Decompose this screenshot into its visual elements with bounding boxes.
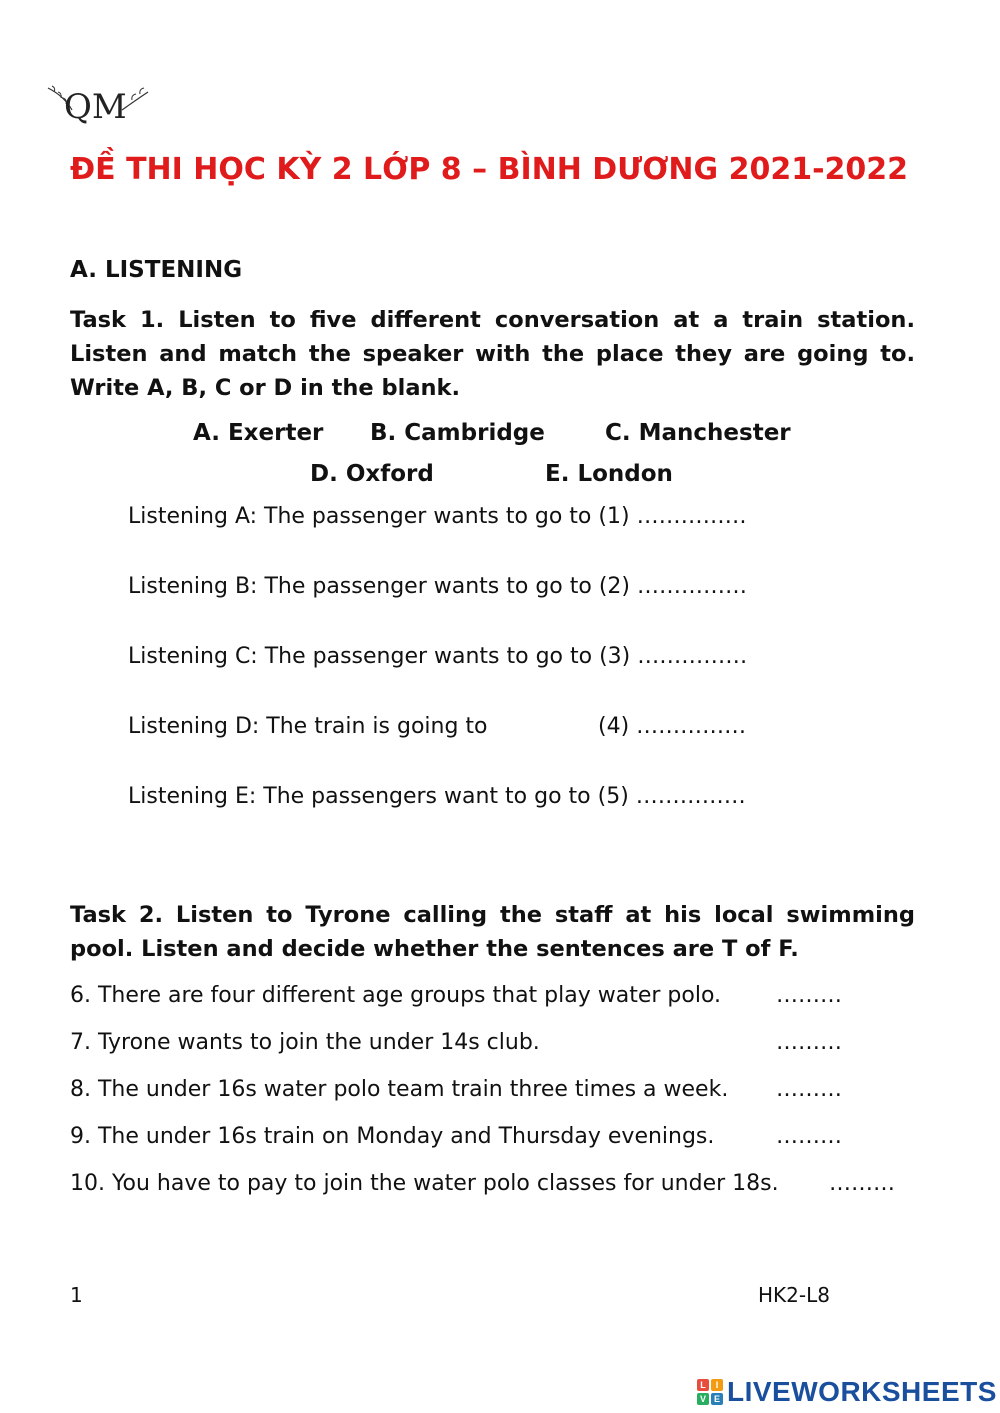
brand-icon-letter: L <box>697 1379 709 1391</box>
liveworksheets-brand[interactable] <box>697 1374 997 1410</box>
answer-blank-1[interactable]: …………… <box>636 504 747 529</box>
listening-item <box>128 504 747 529</box>
listening-item-text: Listening B: The passenger wants to go to (2) <box>128 574 630 599</box>
question-10: 10. You have to pay to join the water polo classes for under 18s. <box>70 1171 779 1196</box>
answer-blank-3[interactable]: …………… <box>637 644 748 669</box>
answer-blank-4[interactable]: …………… <box>636 714 747 739</box>
logo-text: QM <box>64 87 127 127</box>
brand-icon-letter: V <box>697 1393 709 1405</box>
option-c: C. Manchester <box>605 420 791 446</box>
question-7: 7. Tyrone wants to join the under 14s club. <box>70 1030 540 1055</box>
question-8: 8. The under 16s water polo team train three times a week. <box>70 1077 729 1102</box>
item-number: (4) <box>598 714 630 739</box>
listening-item-text: Listening D: The train is going to <box>128 714 488 739</box>
answer-blank-7[interactable]: ……… <box>776 1030 842 1055</box>
brand-icon-letter: I <box>711 1379 723 1391</box>
listening-item-text: Listening E: The passengers want to go to (5) <box>128 784 629 809</box>
listening-item-text: Listening A: The passenger wants to go to (1) <box>128 504 630 529</box>
answer-blank-6[interactable]: ……… <box>776 983 842 1008</box>
page-title: ĐỀ THI HỌC KỲ 2 LỚP 8 – BÌNH DƯƠNG 2021-2022 <box>70 152 909 187</box>
listening-item-text: Listening C: The passenger wants to go to (3) <box>128 644 631 669</box>
option-b: B. Cambridge <box>370 420 545 446</box>
brand-icon-letter: E <box>711 1393 723 1405</box>
listening-item <box>128 714 488 739</box>
listening-item <box>128 644 747 669</box>
qm-logo <box>44 74 154 134</box>
laurel-branch-icon <box>44 74 154 134</box>
question-9: 9. The under 16s train on Monday and Thursday evenings. <box>70 1124 715 1149</box>
page-number: 1 <box>70 1283 83 1307</box>
document-code: HK2-L8 <box>758 1283 830 1307</box>
answer-blank-10[interactable]: ……… <box>829 1171 895 1196</box>
question-6: 6. There are four different age groups that play water polo. <box>70 983 722 1008</box>
liveworksheets-icon <box>697 1379 723 1405</box>
listening-item <box>128 574 747 599</box>
answer-blank-2[interactable]: …………… <box>636 574 747 599</box>
listening-item <box>128 784 746 809</box>
task1-instruction: Task 1. Listen to five different conversation at a train station. Listen and match the speaker with the place they are going to. Write A, B, C or D in the blank. <box>70 307 915 401</box>
option-d: D. Oxford <box>310 461 434 487</box>
answer-blank-9[interactable]: ……… <box>776 1124 842 1149</box>
option-e: E. London <box>545 461 673 487</box>
option-a: A. Exerter <box>193 420 324 446</box>
section-heading: A. LISTENING <box>70 257 243 283</box>
listening-item-number <box>598 714 746 739</box>
brand-text: LIVEWORKSHEETS <box>727 1376 997 1407</box>
task2-instruction: Task 2. Listen to Tyrone calling the staff at his local swimming pool. Listen and decide whether the sentences are T of F. <box>70 902 915 962</box>
answer-blank-5[interactable]: …………… <box>635 784 746 809</box>
answer-blank-8[interactable]: ……… <box>776 1077 842 1102</box>
